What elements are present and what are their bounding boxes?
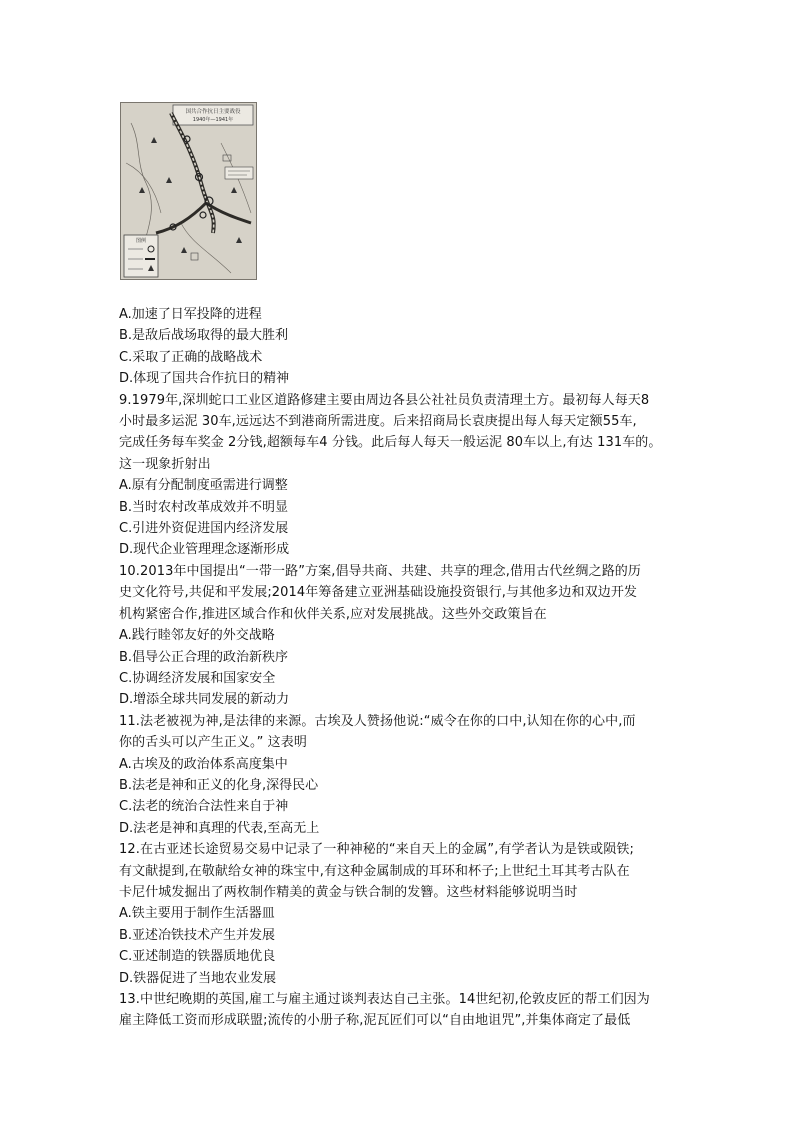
- map-subtitle-text: 1940年—1941年: [192, 117, 234, 123]
- question-stem-line: 小时最多运泥 30车,远远达不到港商所需进度。后来招商局长袁庚提出每人每天定额55车,: [119, 414, 637, 430]
- answer-option: C.引进外资促进国内经济发展: [119, 521, 289, 537]
- question-stem-line: 你的舌头可以产生正义。” 这表明: [119, 735, 307, 751]
- answer-option: A.践行睦邻友好的外交战略: [119, 628, 275, 644]
- question-stem-line: 机构紧密合作,推进区域合作和伙伴关系,应对发展挑战。这些外交政策旨在: [119, 606, 547, 622]
- answer-option: D.体现了国共合作抗日的精神: [119, 371, 290, 387]
- map-title-text: 国共合作抗日主要战役: [185, 109, 241, 115]
- question-stem-line: 10.2013年中国提出“一带一路”方案,倡导共商、共建、共享的理念,借用古代丝绸之路的历: [119, 563, 641, 579]
- question-stem-line: 12.在古亚述长途贸易交易中记录了一种神秘的“来自天上的金属”,有学者认为是铁或陨铁;: [119, 842, 634, 858]
- answer-option: D.增添全球共同发展的新动力: [119, 692, 290, 708]
- question-stem-line: 9.1979年,深圳蛇口工业区道路修建主要由周边各县公社社员负责清理土方。最初每人每天8: [119, 392, 650, 408]
- answer-option: C.协调经济发展和国家安全: [119, 670, 276, 686]
- answer-option: B.是敌后战场取得的最大胜利: [119, 328, 289, 344]
- answer-option: C.法老的统治合法性来自于神: [119, 799, 289, 815]
- answer-option: C.采取了正确的战略战术: [119, 349, 263, 365]
- answer-option: D.铁器促进了当地农业发展: [119, 970, 277, 986]
- answer-option: C.亚述制造的铁器质地优良: [119, 949, 276, 965]
- question-text-body: [119, 304, 679, 1032]
- map-legend-label: 图例: [135, 238, 147, 244]
- answer-option: B.亚述冶铁技术产生并发展: [119, 927, 276, 943]
- question-stem-line: 史文化符号,共促和平发展;2014年筹备建立亚洲基础设施投资银行,与其他多边和双边开发: [119, 585, 638, 601]
- answer-option: B.当时农村改革成效并不明显: [119, 499, 289, 515]
- question-stem-line: 有文献提到,在敬献给女神的珠宝中,有这种金属制成的耳环和杯子;上世纪土耳其考古队在: [119, 863, 630, 879]
- historical-map-image: [120, 102, 257, 280]
- answer-option: D.现代企业管理理念逐渐形成: [119, 542, 290, 558]
- answer-option: D.法老是神和真理的代表,至高无上: [119, 820, 320, 836]
- map-drawing: [121, 103, 256, 279]
- answer-option: A.铁主要用于制作生活器皿: [119, 906, 275, 922]
- question-stem-line: 卡尼什城发掘出了两枚制作精美的黄金与铁合制的发簪。这些材料能够说明当时: [119, 884, 578, 900]
- answer-option: A.古埃及的政治体系高度集中: [119, 756, 288, 772]
- answer-option: A.原有分配制度亟需进行调整: [119, 478, 288, 494]
- answer-option: A.加速了日军投降的进程: [119, 307, 262, 322]
- answer-option: B.法老是神和正义的化身,深得民心: [119, 777, 319, 793]
- question-stem-line: 这一现象折射出: [119, 456, 211, 472]
- answer-option: B.倡导公正合理的政治新秩序: [119, 649, 289, 665]
- question-stem-line: 雇主降低工资而形成联盟;流传的小册子称,泥瓦匠们可以“自由地诅咒”,并集体商定了最低: [119, 1013, 631, 1029]
- question-stem-line: 完成任务每车奖金 2分钱,超额每车4 分钱。此后每人每天一般运泥 80车以上,有达 131车的。: [119, 435, 662, 451]
- question-stem-line: 13.中世纪晚期的英国,雇工与雇主通过谈判表达自己主张。14世纪初,伦敦皮匠的帮工们因为: [119, 992, 650, 1007]
- question-stem-line: 11.法老被视为神,是法律的来源。古埃及人赞扬他说:“威令在你的口中,认知在你的心中,而: [119, 713, 636, 729]
